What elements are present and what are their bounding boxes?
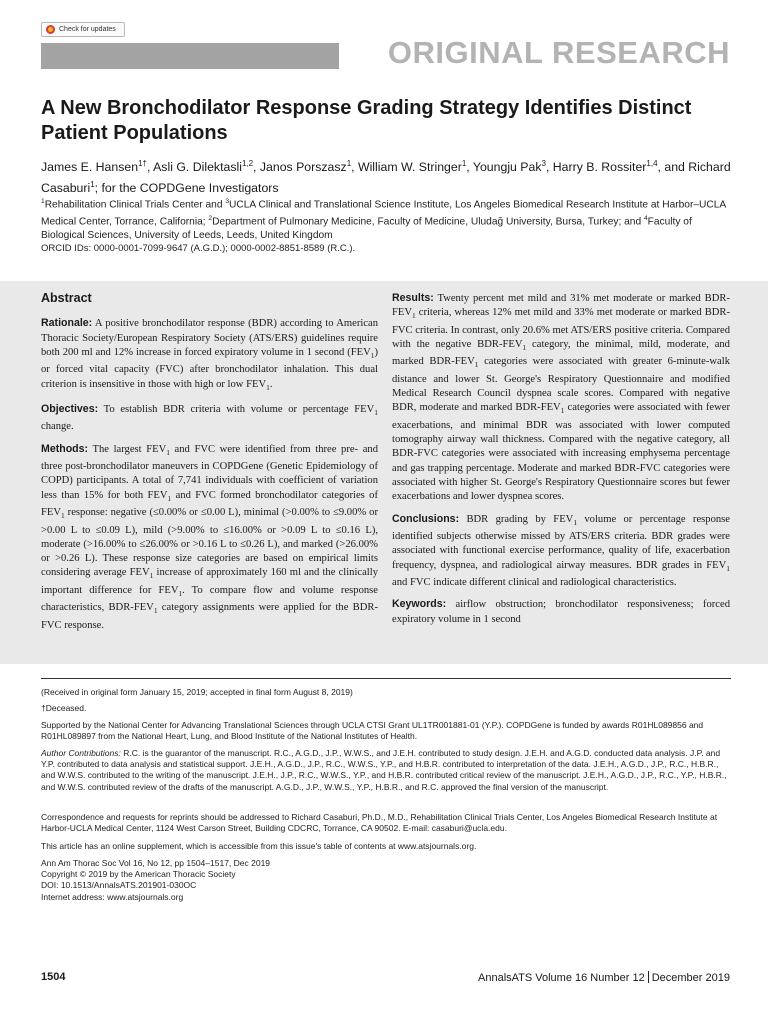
keywords-text: airflow obstruction; bronchodilator responsiveness; forced expiratory volume in 1 second	[392, 599, 730, 625]
section-banner: ORIGINAL RESEARCH	[387, 35, 730, 70]
objectives-paragraph	[41, 402, 378, 435]
orcid-ids: ORCID IDs: 0000-0001-7099-9647 (A.G.D.); 0000-0002-8851-8589 (R.C.).	[41, 243, 356, 254]
objectives-label: Objectives:	[41, 403, 99, 415]
citation-line: Ann Am Thorac Soc Vol 16, No 12, pp 1504–1517, Dec 2019	[41, 858, 271, 868]
conclusions-paragraph	[392, 512, 730, 591]
methods-text: The largest $FEV_1$ and FVC were identified from three pre- and three post-bronchodilator maneuvers in COPDGene (Genetic Epidemiology of COPD) participants. A total of 7,741 individuals with coefficient of variation less than 15% for both $FEV_1$ and FVC formed bronchodilator categories of $FEV_1$ response: negative (≤0.00% or ≤0.00 L), minimal (>0.00% to ≤9.00% or >0.00 L to ≤0.09 L), mild (>9.00% to ≤16.00% or >0.09 L to ≤0.16 L), moderate (>16.00% to ≤26.00% or >0.16 L to ≤0.26 L), and marked (>26.00% or >0.26 L). These response size categories are based on empirical limits considering average $FEV_1$ increase of approximately 160 ml and the clinically important difference for $FEV_1$. To compare flow and volume response characteristics, BDR-$FEV_1$ category assignments were applied for the BDR-FVC response.	[41, 443, 379, 631]
footnote-divider	[41, 678, 731, 679]
author-contributions	[41, 748, 731, 793]
funding-statement: Supported by the National Center for Advancing Translational Sciences through UCLA CTSI Grant UL1TR001881-01 (Y.P.). COPDGene is funded by awards R01HL089856 and R01HL089897 from the National Heart, Lung, and Blood Institute of the National Institutes of Health.	[41, 720, 704, 742]
received-dates: (Received in original form January 15, 2019; accepted in final form August 8, 2019)	[41, 687, 353, 697]
crossmark-icon	[46, 25, 55, 34]
author-contributions-label: Author Contributions:	[41, 748, 121, 758]
author-list: James E. Hansen$^{1\dagger}$, Asli G. Dilektasli$^{1,2}$, Janos Porszasz$^1$, William W. Stringer$^1$, Youngju Pak$^3$, Harry B. Rossiter$^{1,4}$, and Richard Casaburi$^1$; for the COPDGene Investigators	[41, 159, 731, 196]
author-contributions-text: R.C. is the guarantor of the manuscript. R.C., A.G.D., J.P., W.W.S., and J.E.H. contributed to study design. J.E.H. and A.G.D. conducted data analysis. J.P. and Y.P. contributed to data analysis and statistical support. J.E.H., A.G.D., J.P., R.C., W.W.S., Y.P., and H.B.R. contributed to interpretation of the data. J.E.H., A.G.D., J.P., R.C., H.B.R., and W.W.S. contributed to the writing of the manuscript. J.E.H., J.P., R.C., W.W.S., Y.P., and H.B.R. contributed critical review of the manuscript. J.E.H., A.G.D., J.P., R.C., Y.P., H.B.R., and W.W.S. contributed review of the drafts of the manuscript. A.G.D., J.P., W.W.S., Y.P., H.B.R., and R.C. approved the final version of the manuscript.	[41, 748, 727, 792]
conclusions-text: BDR grading by $FEV_1$ volume or percentage response identified subjects otherwise missed by ATS/ERS criteria. BDR grades were associated with functional exercise performance, quality of life, exacerbation frequency, dyspnea, and radiological airway measures. BDR grades in $FEV_1$ and FVC indicate different clinical and radiological characteristics.	[392, 513, 730, 588]
citation-block	[41, 858, 731, 903]
correspondence: Correspondence and requests for reprints should be addressed to Richard Casaburi, Ph.D., M.D., Rehabilitation Clinical Trials Center, Los Angeles Biomedical Research Institute at Harbor-UCLA Medical Center, 1124 West Carson Street, Building CDCRC, Torrance, CA 90502. E-mail: casaburi@ucla.edu.	[41, 812, 718, 834]
results-text: Twenty percent met mild and 31% met moderate or marked BDR-$FEV_1$ criteria, whereas 12% met mild and 33% met moderate or marked BDR-FVC criteria. In contrast, only 20.6% met ATS/ERS positive criteria. Compared with the negative BDR-$FEV_1$ category, the minimal, mild, moderate, and marked BDR-$FEV_1$ categories were associated with greater 6-minute-walk distance and lower St. George's Respiratory Questionnaire and modified Medical Research Council dyspnea scale scores. Compared with negative BDR, moderate and marked BDR-$FEV_1$ categories were associated with fewer exacerbations, and minimal BDR was associated with lower computed tomography airway wall thickness. Compared with the negative category, all BDR-FVC categories were associated with increasing emphysema percentage and gas trapping percentage. Moderate and marked BDR-FVC categories were associated with higher St. George's Respiratory Questionnaire scores but fewer exacerbations and lower dyspnea scores.	[392, 293, 730, 503]
check-for-updates-button[interactable]	[41, 22, 125, 37]
keywords-paragraph	[392, 597, 730, 627]
affiliations: $^1$Rehabilitation Clinical Trials Center and $^3$UCLA Clinical and Translational Science Institute, Los Angeles Biomedical Research Institute at Harbor–UCLA Medical Center, Torrance, California; $^2$Department of Pulmonary Medicine, Faculty of Medicine, Uludağ University, Bursa, Turkey; and $^4$Faculty of Biological Sciences, University of Leeds, Leeds, United Kingdom	[41, 198, 726, 241]
issue-date: December 2019	[651, 972, 730, 984]
copyright-line: Copyright © 2019 by the American Thoracic Society	[41, 869, 236, 880]
supplement-note: This article has an online supplement, which is accessible from this issue's table of contents at www.atsjournals.org.	[41, 841, 477, 851]
rationale-label: Rationale:	[41, 317, 93, 330]
check-for-updates-label: Check for updates	[59, 26, 116, 33]
journal-issue: AnnalsATS Volume 16 Number 12	[478, 972, 645, 984]
article-title: A New Bronchodilator Response Grading Strategy Identifies Distinct Patient Populations	[41, 97, 692, 144]
internet-line: Internet address: www.atsjournals.org	[41, 891, 184, 902]
results-paragraph	[392, 291, 730, 505]
methods-paragraph	[41, 442, 378, 633]
journal-footer	[478, 971, 730, 984]
methods-label: Methods:	[41, 442, 89, 455]
conclusions-label: Conclusions:	[392, 512, 460, 525]
doi-line: DOI: 10.1513/AnnalsATS.201901-030OC	[41, 880, 197, 891]
abstract-right-column	[392, 291, 730, 634]
objectives-text: To establish BDR criteria with volume or percentage $FEV_1$ change.	[41, 404, 378, 433]
abstract-left-column	[41, 291, 378, 640]
keywords-label: Keywords:	[392, 598, 447, 611]
footer-separator	[648, 971, 649, 983]
banner-bar	[41, 43, 339, 69]
abstract-heading: Abstract	[41, 291, 92, 305]
page-number: 1504	[41, 971, 66, 983]
results-label: Results:	[392, 292, 434, 304]
rationale-text: A positive bronchodilator response (BDR) according to American Thoracic Society/European Respiratory Society (ATS/ERS) guidelines require both 200 ml and 12% increase in forced expiratory volume in 1 second $(FEV_1)$ or forced vital capacity (FVC) after bronchodilator inhalation. This dual criterion is insensitive in those with high or low $FEV_1$.	[41, 318, 378, 392]
deceased-note: †Deceased.	[41, 703, 87, 713]
rationale-paragraph	[41, 316, 378, 395]
